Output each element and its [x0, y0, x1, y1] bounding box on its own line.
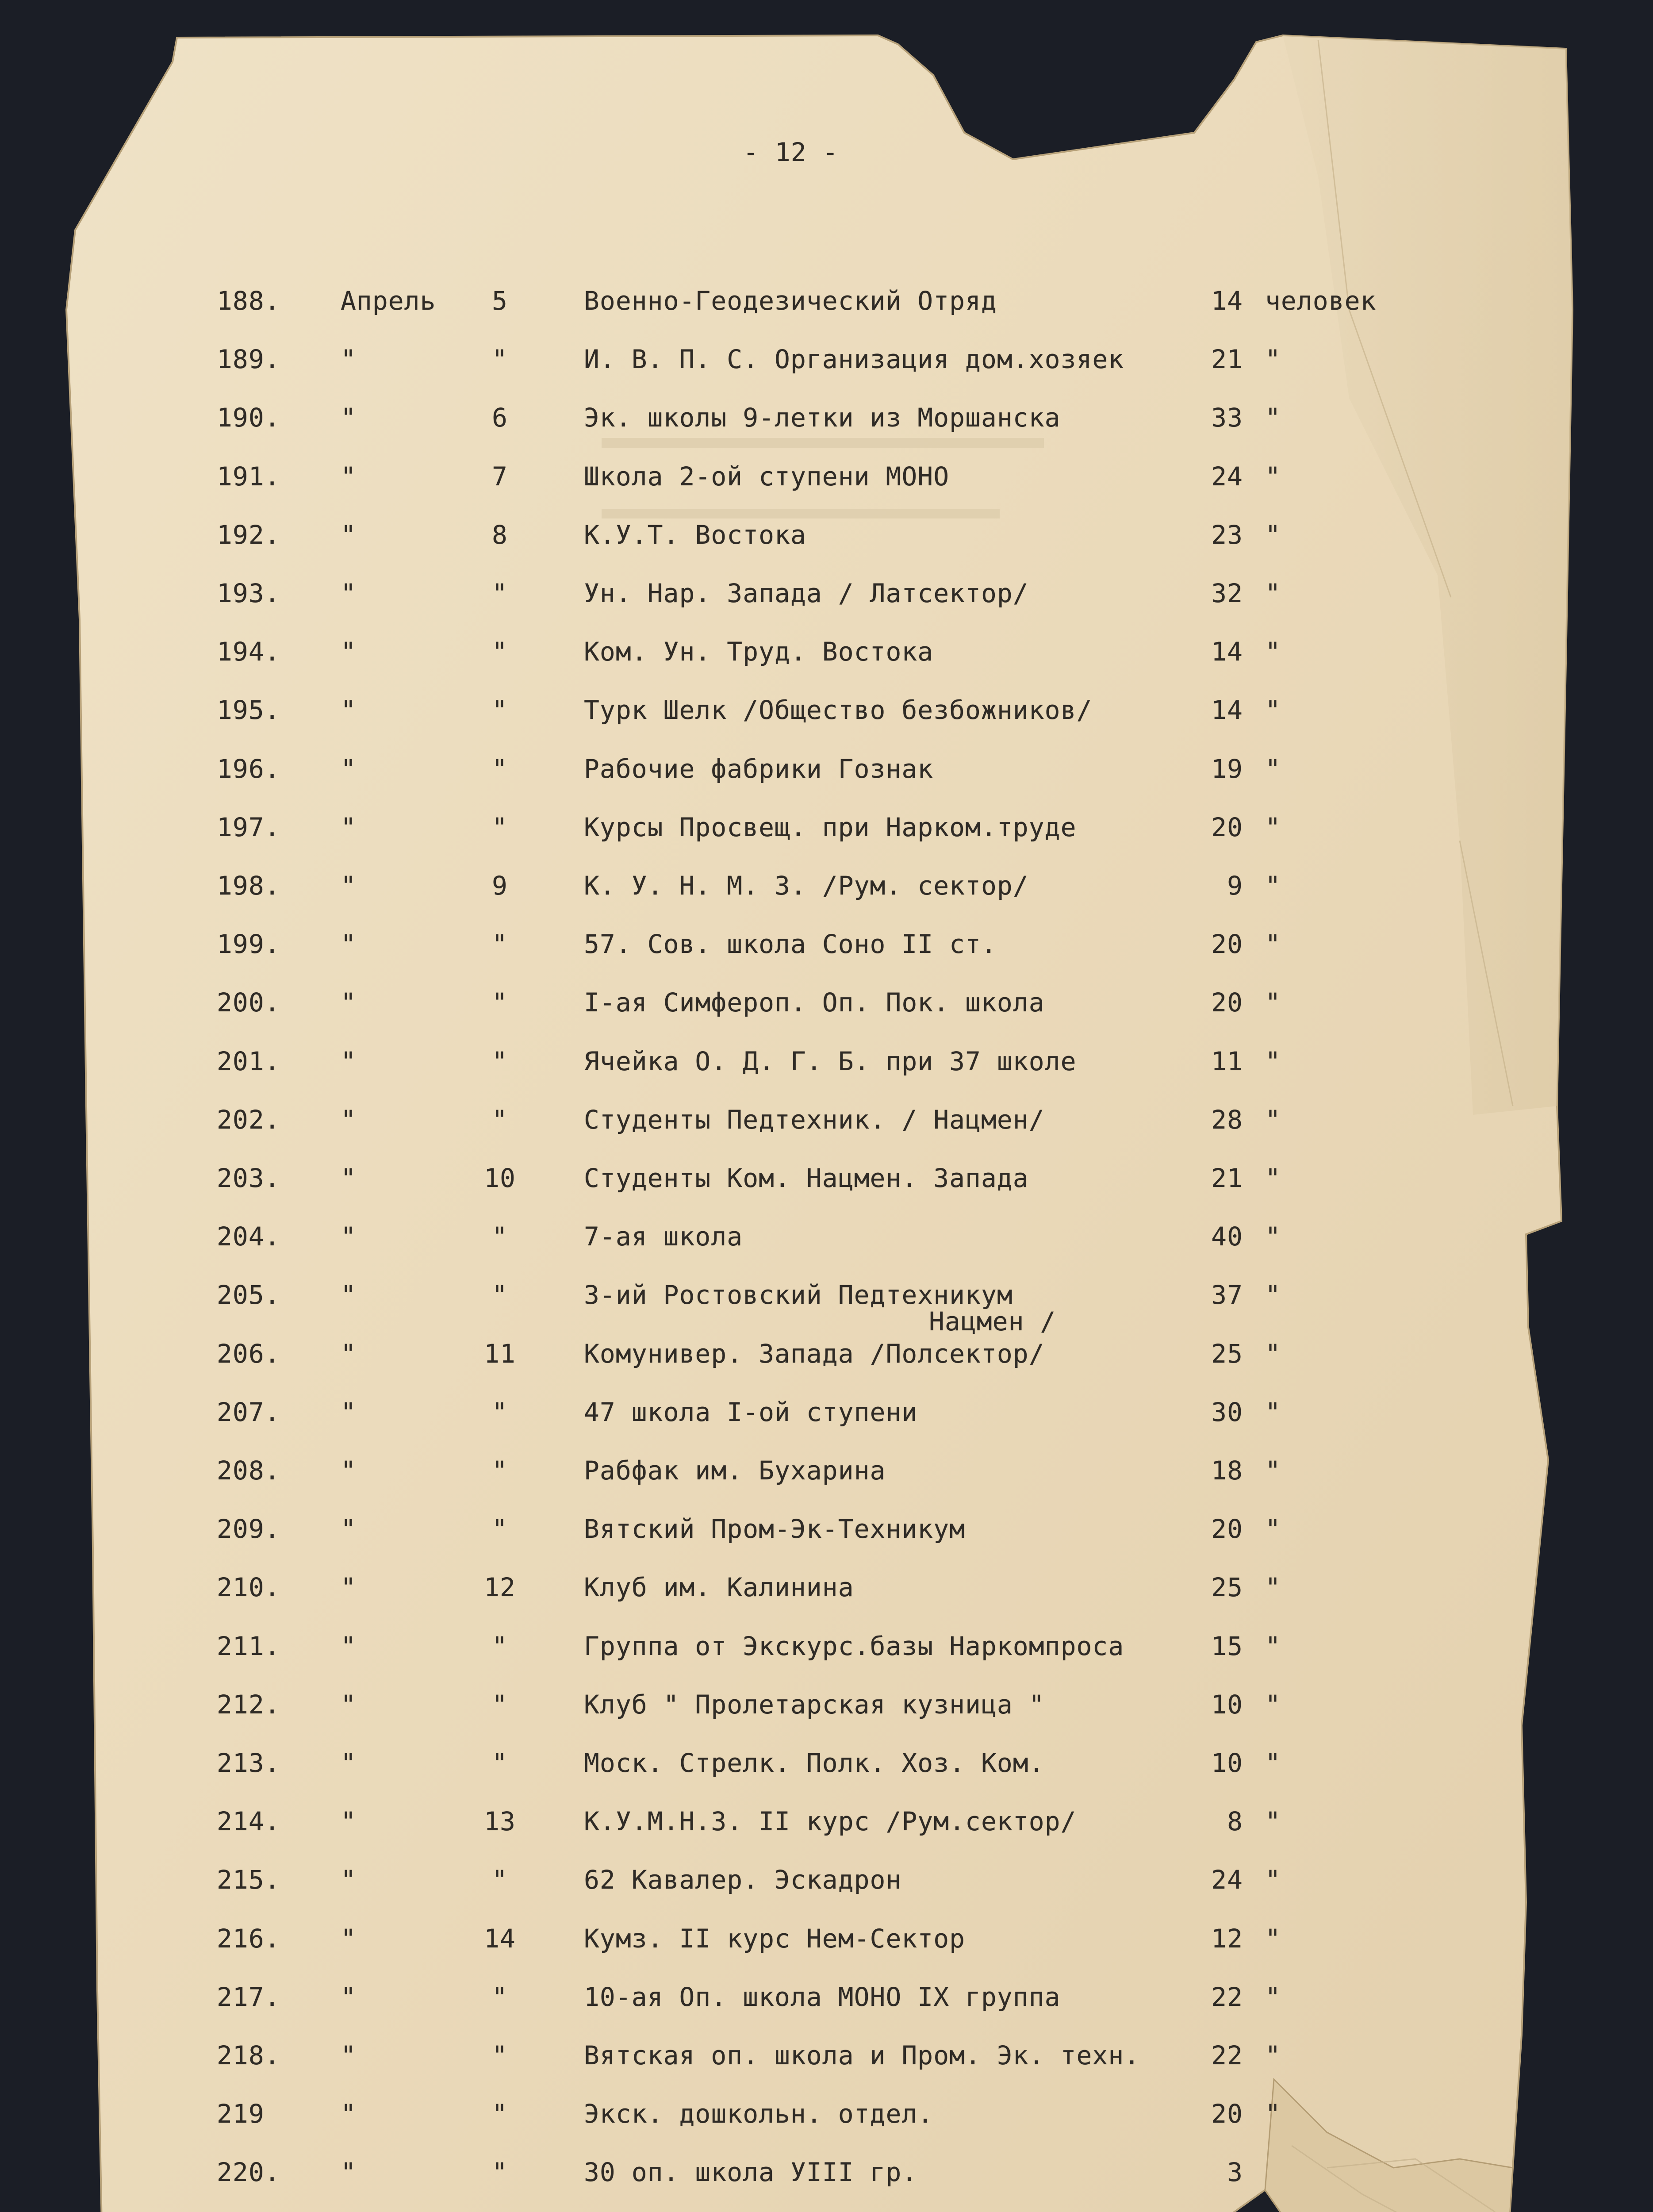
organization-cell: К.У.Т. Востока — [584, 520, 806, 550]
day-cell: 8 — [492, 520, 508, 550]
count-cell: 30 — [1211, 1397, 1243, 1427]
count-cell: 22 — [1211, 1982, 1243, 2012]
month-cell: " — [341, 1339, 357, 1369]
organization-cell: Вятский Пром-Эк-Техникум — [584, 1514, 966, 1544]
organization-cell: Турк Шелк /Общество безбожников/ — [584, 695, 1093, 725]
organization-cell: Ком. Ун. Труд. Востока — [584, 637, 934, 667]
day-cell: " — [492, 1105, 508, 1135]
entry-number: 220. — [217, 2157, 280, 2187]
unit-cell: " — [1265, 520, 1281, 550]
day-cell: " — [492, 1865, 508, 1895]
organization-cell: 3-ий Ростовский Педтехникум — [584, 1280, 1013, 1310]
entry-number: 217. — [217, 1982, 280, 2012]
month-cell: " — [341, 1748, 357, 1778]
month-cell: " — [341, 1924, 357, 1954]
organization-cell: 30 оп. школа УIII гр. — [584, 2157, 918, 2187]
entry-number: 194. — [217, 637, 280, 667]
entry-number: 209. — [217, 1514, 280, 1544]
unit-cell: " — [1265, 1163, 1281, 1193]
month-cell: " — [341, 987, 357, 1018]
month-cell: " — [341, 929, 357, 959]
entry-number: 216. — [217, 1924, 280, 1954]
entry-number: 190. — [217, 403, 280, 433]
count-cell: 10 — [1211, 1748, 1243, 1778]
entry-number: 191. — [217, 461, 280, 492]
unit-cell: " — [1265, 754, 1281, 784]
month-cell: " — [341, 1865, 357, 1895]
entry-number: 208. — [217, 1455, 280, 1486]
day-cell: " — [492, 695, 508, 725]
count-cell: 14 — [1211, 637, 1243, 667]
unit-cell: " — [1265, 461, 1281, 492]
entry-number: 211. — [217, 1631, 280, 1661]
count-cell: 20 — [1211, 2099, 1243, 2129]
entry-number: 218. — [217, 2040, 280, 2070]
unit-cell: " — [1265, 812, 1281, 842]
entry-number: 215. — [217, 1865, 280, 1895]
unit-cell: " — [1265, 344, 1281, 374]
month-cell: " — [341, 578, 357, 608]
day-cell: " — [492, 987, 508, 1018]
month-cell: " — [341, 344, 357, 374]
day-cell: " — [492, 1280, 508, 1310]
organization-cell: Эк. школы 9-летки из Моршанска — [584, 403, 1061, 433]
organization-cell: 57. Сов. школа Соно II ст. — [584, 929, 997, 959]
month-cell: " — [341, 754, 357, 784]
organization-cell: И. В. П. С. Организация дом.хозяек — [584, 344, 1124, 374]
entry-number: 204. — [217, 1221, 280, 1252]
entry-number: 202. — [217, 1105, 280, 1135]
count-cell: 20 — [1211, 812, 1243, 842]
day-cell: " — [492, 637, 508, 667]
month-cell: Апрель — [341, 286, 436, 316]
unit-cell: " — [1265, 578, 1281, 608]
day-cell: " — [492, 754, 508, 784]
month-cell: " — [341, 1806, 357, 1836]
day-cell: " — [492, 1690, 508, 1720]
entry-number: 213. — [217, 1748, 280, 1778]
entry-number: 203. — [217, 1163, 280, 1193]
month-cell: " — [341, 1982, 357, 2012]
organization-cell: 7-ая школа — [584, 1221, 743, 1252]
unit-cell: " — [1265, 1455, 1281, 1486]
count-cell: 15 — [1211, 1631, 1243, 1661]
organization-cell: К. У. Н. М. З. /Рум. сектор/ — [584, 871, 1029, 901]
count-cell: 20 — [1211, 1514, 1243, 1544]
count-cell: 24 — [1211, 461, 1243, 492]
month-cell: " — [341, 461, 357, 492]
organization-cell: Ун. Нар. Запада / Латсектор/ — [584, 578, 1029, 608]
unit-cell: " — [1265, 2099, 1281, 2129]
month-cell: " — [341, 1397, 357, 1427]
day-cell: " — [492, 1221, 508, 1252]
organization-cell: Кумз. II курс Нем-Сектор — [584, 1924, 966, 1954]
organization-cell: I-ая Симфероп. Оп. Пок. школа — [584, 987, 1045, 1018]
unit-cell: " — [1265, 871, 1281, 901]
month-cell: " — [341, 2099, 357, 2129]
unit-cell: " — [1265, 1924, 1281, 1954]
unit-cell: " — [1265, 2040, 1281, 2070]
unit-cell: " — [1265, 1690, 1281, 1720]
month-cell: " — [341, 812, 357, 842]
entry-number: 205. — [217, 1280, 280, 1310]
unit-cell: " — [1265, 1514, 1281, 1544]
month-cell: " — [341, 520, 357, 550]
unit-cell: " — [1265, 695, 1281, 725]
unit-cell: " — [1265, 1339, 1281, 1369]
month-cell: " — [341, 2040, 357, 2070]
row-206-annotation: Нацмен / — [929, 1306, 1056, 1336]
month-cell: " — [341, 1631, 357, 1661]
day-cell: 10 — [484, 1163, 516, 1193]
unit-cell: " — [1265, 929, 1281, 959]
month-cell: " — [341, 1280, 357, 1310]
unit-cell: " — [1265, 1105, 1281, 1135]
count-cell: 19 — [1211, 754, 1243, 784]
organization-cell: Военно-Геодезический Отряд — [584, 286, 997, 316]
unit-cell: " — [1265, 1631, 1281, 1661]
organization-cell: Курсы Просвещ. при Нарком.труде — [584, 812, 1077, 842]
unit-cell: " — [1265, 987, 1281, 1018]
month-cell: " — [341, 1690, 357, 1720]
unit-cell: " — [1265, 637, 1281, 667]
month-cell: " — [341, 695, 357, 725]
entry-number: 212. — [217, 1690, 280, 1720]
day-cell: " — [492, 1982, 508, 2012]
count-cell: 25 — [1211, 1572, 1243, 1602]
organization-cell: Моск. Стрелк. Полк. Хоз. Ком. — [584, 1748, 1045, 1778]
unit-cell: " — [1265, 1865, 1281, 1895]
count-cell: 9 — [1227, 871, 1243, 901]
month-cell: " — [341, 2157, 357, 2187]
unit-cell: " — [1265, 1748, 1281, 1778]
count-cell: 28 — [1211, 1105, 1243, 1135]
day-cell: 7 — [492, 461, 508, 492]
count-cell: 21 — [1211, 344, 1243, 374]
organization-cell: Рабфак им. Бухарина — [584, 1455, 886, 1486]
entry-number: 210. — [217, 1572, 280, 1602]
month-cell: " — [341, 1455, 357, 1486]
day-cell: " — [492, 929, 508, 959]
entry-number: 195. — [217, 695, 280, 725]
unit-cell: " — [1265, 1046, 1281, 1076]
day-cell: " — [492, 2099, 508, 2129]
day-cell: " — [492, 578, 508, 608]
day-cell: 6 — [492, 403, 508, 433]
organization-cell: 47 школа I-ой ступени — [584, 1397, 918, 1427]
organization-cell: Школа 2-ой ступени МОНО — [584, 461, 950, 492]
day-cell: " — [492, 1455, 508, 1486]
month-cell: " — [341, 1514, 357, 1544]
entry-number: 197. — [217, 812, 280, 842]
day-cell: " — [492, 1631, 508, 1661]
count-cell: 14 — [1211, 286, 1243, 316]
count-cell: 12 — [1211, 1924, 1243, 1954]
organization-cell: Вятская оп. школа и Пром. Эк. техн. — [584, 2040, 1140, 2070]
entry-number: 188. — [217, 286, 280, 316]
count-cell: 14 — [1211, 695, 1243, 725]
entry-number: 200. — [217, 987, 280, 1018]
count-cell: 37 — [1211, 1280, 1243, 1310]
organization-cell: Ячейка О. Д. Г. Б. при 37 школе — [584, 1046, 1077, 1076]
entry-number: 201. — [217, 1046, 280, 1076]
count-cell: 11 — [1211, 1046, 1243, 1076]
month-cell: " — [341, 1105, 357, 1135]
day-cell: " — [492, 812, 508, 842]
day-cell: " — [492, 2040, 508, 2070]
organization-cell: Группа от Экскурс.базы Наркомпроса — [584, 1631, 1124, 1661]
month-cell: " — [341, 871, 357, 901]
page-number: - 12 - — [743, 137, 839, 167]
entry-number: 206. — [217, 1339, 280, 1369]
day-cell: " — [492, 344, 508, 374]
unit-cell: " — [1265, 1280, 1281, 1310]
entry-number: 199. — [217, 929, 280, 959]
entry-number: 219 — [217, 2099, 265, 2129]
day-cell: 9 — [492, 871, 508, 901]
organization-cell: Студенты Ком. Нацмен. Запада — [584, 1163, 1029, 1193]
organization-cell: Студенты Педтехник. / Нацмен/ — [584, 1105, 1045, 1135]
day-cell: 11 — [484, 1339, 516, 1369]
day-cell: 5 — [492, 286, 508, 316]
organization-cell: 62 Кавалер. Эскадрон — [584, 1865, 902, 1895]
unit-cell: " — [1265, 403, 1281, 433]
count-cell: 18 — [1211, 1455, 1243, 1486]
day-cell: " — [492, 1514, 508, 1544]
unit-cell: человек — [1265, 286, 1377, 316]
day-cell: " — [492, 1046, 508, 1076]
day-cell: 14 — [484, 1924, 516, 1954]
count-cell: 32 — [1211, 578, 1243, 608]
unit-cell: " — [1265, 1982, 1281, 2012]
count-cell: 21 — [1211, 1163, 1243, 1193]
unit-cell: " — [1265, 1221, 1281, 1252]
count-cell: 22 — [1211, 2040, 1243, 2070]
count-cell: 40 — [1211, 1221, 1243, 1252]
day-cell: 12 — [484, 1572, 516, 1602]
entry-number: 207. — [217, 1397, 280, 1427]
count-cell: 25 — [1211, 1339, 1243, 1369]
month-cell: " — [341, 1221, 357, 1252]
count-cell: 10 — [1211, 1690, 1243, 1720]
unit-cell: " — [1265, 1806, 1281, 1836]
count-cell: 24 — [1211, 1865, 1243, 1895]
entry-number: 196. — [217, 754, 280, 784]
count-cell: 20 — [1211, 987, 1243, 1018]
organization-cell: 10-ая Оп. школа МОНО IX группа — [584, 1982, 1061, 2012]
organization-cell: Экск. дошкольн. отдел. — [584, 2099, 934, 2129]
day-cell: " — [492, 1397, 508, 1427]
entry-number: 189. — [217, 344, 280, 374]
organization-cell: К.У.М.Н.З. II курс /Рум.сектор/ — [584, 1806, 1077, 1836]
month-cell: " — [341, 637, 357, 667]
count-cell: 20 — [1211, 929, 1243, 959]
organization-cell: Комунивер. Запада /Полсектор/ — [584, 1339, 1045, 1369]
count-cell: 3 — [1227, 2157, 1243, 2187]
unit-cell: " — [1265, 1397, 1281, 1427]
day-cell: 13 — [484, 1806, 516, 1836]
entry-number: 198. — [217, 871, 280, 901]
count-cell: 33 — [1211, 403, 1243, 433]
count-cell: 8 — [1227, 1806, 1243, 1836]
entry-number: 193. — [217, 578, 280, 608]
day-cell: " — [492, 1748, 508, 1778]
count-cell: 23 — [1211, 520, 1243, 550]
entry-number: 192. — [217, 520, 280, 550]
organization-cell: Клуб " Пролетарская кузница " — [584, 1690, 1045, 1720]
unit-cell: " — [1265, 1572, 1281, 1602]
entry-number: 214. — [217, 1806, 280, 1836]
organization-cell: Клуб им. Калинина — [584, 1572, 854, 1602]
month-cell: " — [341, 1572, 357, 1602]
month-cell: " — [341, 1163, 357, 1193]
month-cell: " — [341, 1046, 357, 1076]
day-cell: " — [492, 2157, 508, 2187]
month-cell: " — [341, 403, 357, 433]
organization-cell: Рабочие фабрики Гознак — [584, 754, 934, 784]
